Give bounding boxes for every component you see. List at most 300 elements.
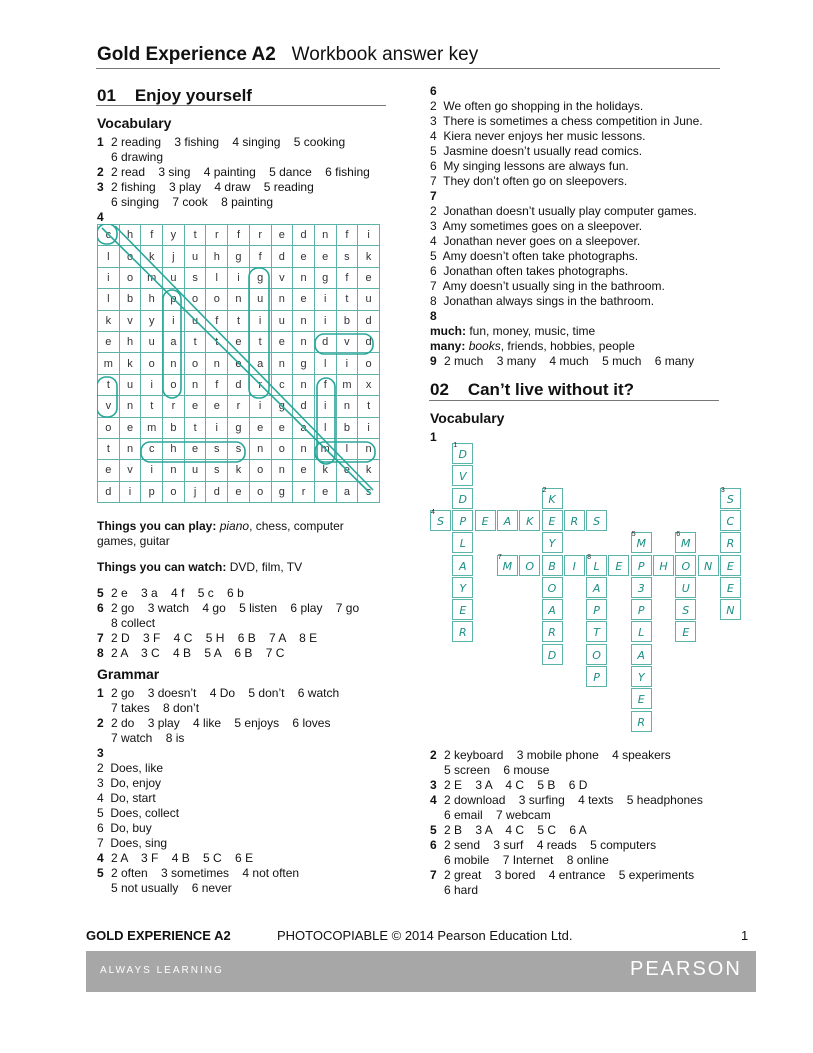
word-search-cell: n — [228, 289, 250, 310]
word-search-cell: r — [293, 481, 315, 502]
word-search-cell: u — [184, 460, 206, 481]
word-search-cell: o — [119, 246, 141, 267]
word-search-cell: t — [358, 396, 380, 417]
word-search-cell: r — [206, 225, 228, 246]
crossword-cell: D — [452, 488, 473, 509]
word-search-cell: o — [271, 438, 293, 459]
word-search-cell: m — [141, 417, 163, 438]
answer-line: 2 keyboard 3 mobile phone 4 speakers — [444, 748, 671, 762]
crossword-cell: E — [631, 688, 652, 709]
answer-line: 7 takes 8 don’t — [111, 701, 200, 715]
word-search-cell: m — [141, 267, 163, 288]
word-search-cell: t — [141, 396, 163, 417]
text: , friends, hobbies, people — [500, 339, 635, 353]
word-search-highlights — [97, 224, 377, 504]
answer-line: 6 mobile 7 Internet 8 online — [444, 853, 609, 867]
crossword-cell: E — [720, 555, 741, 576]
word-search-cell: o — [249, 481, 271, 502]
word-search-cell: c — [98, 225, 120, 246]
word-search-cell: a — [336, 481, 358, 502]
word-search-cell: i — [249, 310, 271, 331]
word-search-cell: y — [163, 225, 185, 246]
word-search-cell: o — [206, 289, 228, 310]
clue-number: 7 — [497, 553, 502, 561]
highlight-film — [317, 378, 335, 464]
word-search-cell: i — [141, 460, 163, 481]
word-search-cell: b — [336, 417, 358, 438]
word-search-cell: r — [163, 396, 185, 417]
answer-line: 5 screen 6 mouse — [444, 763, 550, 777]
word-search-cell: t — [228, 310, 250, 331]
word-search-cell: e — [228, 331, 250, 352]
word-search-cell: o — [184, 353, 206, 374]
answer-line: 2 go 3 watch 4 go 5 listen 6 play 7 go — [111, 601, 360, 615]
word-search-cell: b — [336, 310, 358, 331]
crossword-cell: O — [586, 644, 607, 665]
word-search-cell: n — [184, 374, 206, 395]
vocabulary-heading: Vocabulary — [430, 410, 505, 426]
answer-line: 2 go 3 doesn’t 4 Do 5 don’t 6 watch — [111, 686, 340, 700]
word-search-cell: d — [358, 331, 380, 352]
crossword-cell: H — [653, 555, 674, 576]
crossword-cell: K — [519, 510, 540, 531]
word-search-cell: n — [163, 353, 185, 374]
footer-copyright: PHOTOCOPIABLE © 2014 Pearson Education Ltd. — [277, 928, 573, 943]
word-search-cell: n — [163, 460, 185, 481]
unit2-heading — [430, 380, 634, 400]
word-search-cell: n — [293, 310, 315, 331]
crossword-cell: R — [542, 621, 563, 642]
crossword-cell: V — [452, 465, 473, 486]
answer-line: 2 Jonathan doesn’t usually play computer games. — [430, 204, 697, 218]
word-search-cell: k — [98, 310, 120, 331]
answer-line: 2 great 3 bored 4 entrance 5 experiments — [444, 868, 695, 882]
word-search-cell: e — [314, 481, 336, 502]
word-search-cell: k — [119, 353, 141, 374]
clue-number: 8 — [587, 553, 591, 561]
word-search-cell: x — [358, 374, 380, 395]
word-search-cell: v — [98, 396, 120, 417]
crossword-cell: L — [452, 532, 473, 553]
crossword-cell: M — [675, 532, 696, 553]
crossword-cell: 3 — [631, 577, 652, 598]
answer-line: 6 hard — [444, 883, 479, 897]
word-search-cell: u — [163, 267, 185, 288]
word-search-cell: s — [358, 481, 380, 502]
word-search-cell: e — [184, 396, 206, 417]
word-search-cell: v — [336, 331, 358, 352]
word-search-cell: n — [119, 396, 141, 417]
crossword-cell: S — [720, 488, 741, 509]
word-search-cell: e — [358, 267, 380, 288]
highlight-dvd — [315, 334, 373, 354]
crossword-cell: L — [586, 555, 607, 576]
unit2-vocab-answers: 2 2 keyboard 3 mobile phone 4 speakers 5 screen 6 mouse 3 2 E 3 A 4 C 5 B 6 D 4 2 download 3 surfing 4 texts 5 headphones 6 email 7 webcam 5 2 B 3 A 4 C 5 C 6 A 6 2 send 3 surf 4 reads 5 computers 6 mobile 7 Internet 8 online 7 2 great 3 bored 4 entrance 5 experiments 6 hard — [430, 748, 703, 897]
word-search-cell: h — [163, 438, 185, 459]
clue-number: 5 — [631, 531, 636, 539]
word-search-cell: b — [119, 289, 141, 310]
word-search-cell: t — [184, 417, 206, 438]
word-search-cell: e — [206, 396, 228, 417]
word-search-cell: s — [336, 246, 358, 267]
crossword-grid — [430, 443, 740, 733]
answer-line: 3 There is sometimes a chess competition in June. — [430, 114, 703, 128]
word-search-cell: u — [271, 310, 293, 331]
crossword-cell: O — [675, 555, 696, 576]
answer-line: 6 Do, buy — [97, 821, 152, 835]
crossword-cell: N — [720, 599, 741, 620]
answer-line: 2 E 3 A 4 C 5 B 6 D — [444, 778, 588, 792]
crossword-cell: N — [698, 555, 719, 576]
crossword-cell: A — [497, 510, 518, 531]
unit-number: 02 — [430, 380, 449, 399]
crossword-cell: B — [542, 555, 563, 576]
word-search-cell: e — [228, 481, 250, 502]
word-search-cell: r — [249, 374, 271, 395]
answer-line: 2 download 3 surfing 4 texts 5 headphones — [444, 793, 703, 807]
exercise-number: 1 — [430, 430, 437, 444]
word-search-cell: i — [141, 374, 163, 395]
word-search-cell: t — [206, 331, 228, 352]
crossword-cell: U — [675, 577, 696, 598]
crossword-cell: T — [586, 621, 607, 642]
word-search-cell: i — [228, 267, 250, 288]
answer-line: 5 Amy doesn’t often take photographs. — [430, 249, 639, 263]
italic-word: books — [468, 339, 501, 353]
text: , chess, computer — [249, 519, 344, 533]
grammar-heading: Grammar — [97, 666, 160, 682]
highlight-mln — [315, 442, 375, 462]
word-search-cell: t — [184, 331, 206, 352]
word-search-cell: n — [336, 396, 358, 417]
word-search-cell: c — [141, 438, 163, 459]
word-search-cell: o — [184, 289, 206, 310]
word-search-cell: d — [358, 310, 380, 331]
word-search-cell: u — [358, 289, 380, 310]
word-search-cell: n — [358, 438, 380, 459]
answer-line: 4 Kiera never enjoys her music lessons. — [430, 129, 646, 143]
word-search-cell: e — [228, 353, 250, 374]
word-search-cell: v — [119, 310, 141, 331]
crossword-cell: E — [452, 599, 473, 620]
word-search-cell: d — [228, 374, 250, 395]
word-search-cell: m — [314, 438, 336, 459]
answer-line: 2 A 3 F 4 B 5 C 6 E — [111, 851, 254, 865]
word-search-cell: t — [98, 374, 120, 395]
vocab-answers-2: 5 2 e 3 a 4 f 5 c 6 b 6 2 go 3 watch 4 go 5 listen 6 play 7 go 8 collect 7 2 D 3 F 4 C 5 H 6 B 7 A 8 E 8 2 A 3 C 4 B 5 A 6 B 7 C — [97, 586, 360, 660]
highlight-chess — [141, 442, 245, 462]
answer-line: 6 drawing — [111, 150, 164, 164]
word-search-cell: e — [184, 438, 206, 459]
answer-line: 2 Does, like — [97, 761, 164, 775]
answer-line: 8 collect — [111, 616, 156, 630]
crossword-cell: I — [564, 555, 585, 576]
word-search-cell: o — [163, 374, 185, 395]
word-search-cell: l — [206, 267, 228, 288]
word-search-cell: d — [206, 481, 228, 502]
unit-number: 01 — [97, 86, 116, 105]
unit-title: Enjoy yourself — [134, 86, 252, 105]
crossword-cell: R — [452, 621, 473, 642]
word-search-cell: d — [293, 396, 315, 417]
clue-number: 2 — [542, 486, 547, 494]
answer-line: 7 Does, sing — [97, 836, 168, 850]
answer-line: 3 Amy sometimes goes on a sleepover. — [430, 219, 643, 233]
answer-line: 5 not usually 6 never — [111, 881, 232, 895]
word-search-cell: p — [141, 481, 163, 502]
highlight-tv — [97, 377, 117, 417]
highlight-chess-diagonal — [102, 228, 371, 494]
word-search-cell: r — [228, 396, 250, 417]
unit2-rule — [429, 400, 719, 401]
crossword-cell: O — [542, 577, 563, 598]
word-search-cell: n — [314, 225, 336, 246]
crossword-cell: P — [631, 555, 652, 576]
crossword-cell: A — [631, 644, 652, 665]
word-search-cell: e — [271, 417, 293, 438]
crossword-cell: D — [542, 644, 563, 665]
crossword-cell: A — [542, 599, 563, 620]
word-search-cell: e — [314, 246, 336, 267]
word-search-cell: n — [206, 353, 228, 374]
word-search-cell: e — [271, 331, 293, 352]
word-search-cell: u — [141, 331, 163, 352]
word-search-cell: h — [119, 225, 141, 246]
answer-line: 7 watch 8 is — [111, 731, 185, 745]
word-search-cell: i — [358, 225, 380, 246]
word-search-cell: i — [206, 417, 228, 438]
word-search-cell: l — [336, 438, 358, 459]
clue-number: 3 — [720, 486, 725, 494]
word-search-cell: t — [336, 289, 358, 310]
word-search-cell: n — [119, 438, 141, 459]
clue-number: 4 — [431, 508, 435, 516]
word-search-cell: o — [249, 460, 271, 481]
crossword-cell: R — [631, 711, 652, 732]
word-search-cell: i — [336, 353, 358, 374]
answer-line: 2 B 3 A 4 C 5 C 6 A — [444, 823, 587, 837]
brand-title: Gold Experience A2 — [97, 44, 276, 65]
text: fun, money, music, time — [466, 324, 596, 338]
header-rule — [96, 68, 720, 69]
word-search-cell: e — [336, 460, 358, 481]
word-search-cell: e — [271, 225, 293, 246]
vocab-answers: 1 2 reading 3 fishing 4 singing 5 cooking 6 drawing 2 2 read 3 sing 4 painting 5 dance 6 fishing 3 2 fishing 3 play 4 draw 5 reading 6 singing 7 cook 8 painting 4 — [97, 135, 370, 224]
word-search-cell: e — [249, 417, 271, 438]
word-search-cell: f — [206, 310, 228, 331]
page-number: 1 — [741, 928, 749, 943]
crossword-cell: Y — [631, 666, 652, 687]
word-search-cell: u — [119, 374, 141, 395]
word-search-cell: s — [206, 460, 228, 481]
answer-line: 2 often 3 sometimes 4 not often — [111, 866, 300, 880]
word-search-cell: a — [163, 331, 185, 352]
word-search-cell: h — [119, 331, 141, 352]
word-search-cell: j — [163, 246, 185, 267]
word-search-cell: d — [271, 246, 293, 267]
word-search-cell: s — [184, 267, 206, 288]
unit1-rule — [96, 105, 386, 106]
word-search-cell: e — [98, 460, 120, 481]
word-search-cell: u — [184, 246, 206, 267]
word-search-cell: s — [228, 438, 250, 459]
word-search-cell: r — [249, 225, 271, 246]
crossword-cell: P — [586, 666, 607, 687]
word-search-cell: j — [184, 481, 206, 502]
answer-line: 6 singing 7 cook 8 painting — [111, 195, 274, 209]
word-search-cell: f — [249, 246, 271, 267]
crossword-cell: S — [430, 510, 451, 531]
word-search-cell: l — [314, 353, 336, 374]
crossword-cell: P — [586, 599, 607, 620]
label: Things you can watch: — [97, 560, 227, 574]
italic-word: piano — [219, 519, 250, 533]
things-you-can-watch — [97, 560, 302, 575]
word-search-cell: n — [249, 438, 271, 459]
word-search-cell: g — [228, 417, 250, 438]
crossword-cell: K — [542, 488, 563, 509]
word-search-cell: i — [314, 310, 336, 331]
word-search-cell: n — [271, 353, 293, 374]
word-search-cell: e — [293, 289, 315, 310]
crossword-cell: Y — [542, 532, 563, 553]
word-search-cell: n — [293, 267, 315, 288]
word-search-cell: g — [249, 267, 271, 288]
answer-line: 2 do 3 play 4 like 5 enjoys 6 loves — [111, 716, 331, 730]
word-search-cell: h — [141, 289, 163, 310]
crossword-cell: E — [720, 577, 741, 598]
word-search-cell: h — [206, 246, 228, 267]
highlight-vertical — [249, 268, 269, 398]
answer-line: 2 reading 3 fishing 4 singing 5 cooking — [111, 135, 346, 149]
word-search-cell: y — [141, 310, 163, 331]
word-search-cell: u — [184, 310, 206, 331]
footer-brand: GOLD EXPERIENCE A2 — [86, 928, 231, 943]
word-search-cell: e — [293, 246, 315, 267]
word-search-cell: f — [206, 374, 228, 395]
label: many: — [430, 339, 466, 353]
word-search-cell: f — [336, 225, 358, 246]
answer-line: 2 fishing 3 play 4 draw 5 reading — [111, 180, 314, 194]
unit1-heading — [97, 86, 252, 106]
word-search-cell: l — [314, 417, 336, 438]
word-search-cell: o — [358, 353, 380, 374]
word-search-cell: l — [98, 246, 120, 267]
answer-line: 7 Amy doesn’t usually sing in the bathroom. — [430, 279, 665, 293]
word-search-cell: n — [293, 438, 315, 459]
highlight-vertical — [163, 290, 181, 398]
crossword-cell: P — [631, 599, 652, 620]
clue-number: 1 — [453, 442, 458, 449]
answer-line: 6 Jonathan often takes photographs. — [430, 264, 629, 278]
crossword-cell: E — [608, 555, 629, 576]
word-search-cell: t — [98, 438, 120, 459]
word-search-cell: f — [141, 225, 163, 246]
word-search-cell: g — [271, 396, 293, 417]
label: Things you can play: — [97, 519, 217, 533]
answer-line: 5 Jasmine doesn’t usually read comics. — [430, 144, 643, 158]
answer-line: 2 We often go shopping in the holidays. — [430, 99, 644, 113]
word-search-cell: k — [358, 246, 380, 267]
word-search-cell: u — [249, 289, 271, 310]
word-search-cell: g — [293, 353, 315, 374]
crossword-cell: S — [586, 510, 607, 531]
crossword-cell: P — [452, 510, 473, 531]
answer-line: 6 My singing lessons are always fun. — [430, 159, 629, 173]
answer-line: 2 e 3 a 4 f 5 c 6 b — [111, 586, 244, 600]
answer-line: 2 much 3 many 4 much 5 much 6 many — [444, 354, 695, 368]
answer-line: 2 send 3 surf 4 reads 5 computers — [444, 838, 657, 852]
word-search-cell: o — [163, 481, 185, 502]
crossword-cell: E — [542, 510, 563, 531]
grammar-answers: 1 2 go 3 doesn’t 4 Do 5 don’t 6 watch 7 takes 8 don’t 2 2 do 3 play 4 like 5 enjoys 6 loves 7 watch 8 is 3 2 Does, like 3 Do, enjoy 4 Do, start 5 Does, collect 6 Do, buy 7 Does, sing 4 2 A 3 F 4 B 5 C 6 E 5 2 often 3 sometimes 4 not often 5 not usually 6 never — [97, 686, 340, 895]
text: DVD, film, TV — [226, 560, 303, 574]
word-search-cell: i — [119, 481, 141, 502]
crossword-cell: O — [519, 555, 540, 576]
word-search-cell: t — [249, 331, 271, 352]
publisher-logo: PEARSON — [630, 958, 742, 980]
word-search-cell: e — [98, 331, 120, 352]
crossword-cell: M — [497, 555, 518, 576]
label: much: — [430, 324, 466, 338]
word-search-cell: k — [358, 460, 380, 481]
word-search-cell: o — [141, 353, 163, 374]
word-search-cell: i — [249, 396, 271, 417]
answer-line: 4 Do, start — [97, 791, 156, 805]
subtitle: Workbook answer key — [291, 44, 479, 65]
word-search-cell: n — [293, 331, 315, 352]
word-search-cell: o — [119, 267, 141, 288]
word-search-cell: s — [206, 438, 228, 459]
crossword-cell: R — [564, 510, 585, 531]
word-search-cell: t — [184, 225, 206, 246]
answer-line: 5 Does, collect — [97, 806, 180, 820]
crossword-cell: E — [475, 510, 496, 531]
answer-line: 7 They don’t often go on sleepovers. — [430, 174, 628, 188]
word-search-cell: n — [271, 460, 293, 481]
answer-line: 2 read 3 sing 4 painting 5 dance 6 fishing — [111, 165, 370, 179]
word-search-cell: l — [98, 289, 120, 310]
word-search-cell: k — [228, 460, 250, 481]
footer-tagline: ALWAYS LEARNING — [100, 965, 224, 976]
word-search-cell: i — [314, 289, 336, 310]
word-search-cell: g — [228, 246, 250, 267]
word-search-grid — [97, 224, 380, 503]
word-search-cell: v — [271, 267, 293, 288]
crossword-cell: A — [586, 577, 607, 598]
vocabulary-heading: Vocabulary — [97, 115, 172, 131]
crossword-cell: L — [631, 621, 652, 642]
word-search-cell: a — [293, 417, 315, 438]
word-search-cell: o — [98, 417, 120, 438]
word-search-cell: i — [314, 396, 336, 417]
word-search-cell: k — [314, 460, 336, 481]
word-search-cell: d — [293, 225, 315, 246]
crossword-cell: A — [452, 555, 473, 576]
things-you-can-play — [97, 519, 344, 549]
word-search-cell: e — [119, 417, 141, 438]
word-search-cell: p — [163, 289, 185, 310]
word-search-cell: f — [228, 225, 250, 246]
answer-line: 4 Jonathan never goes on a sleepover. — [430, 234, 641, 248]
word-search-cell: b — [163, 417, 185, 438]
crossword-cell: C — [720, 510, 741, 531]
word-search-cell: d — [314, 331, 336, 352]
word-search-cell: v — [119, 460, 141, 481]
crossword-cell: E — [675, 621, 696, 642]
word-search-cell: n — [293, 374, 315, 395]
word-search-cell: i — [98, 267, 120, 288]
